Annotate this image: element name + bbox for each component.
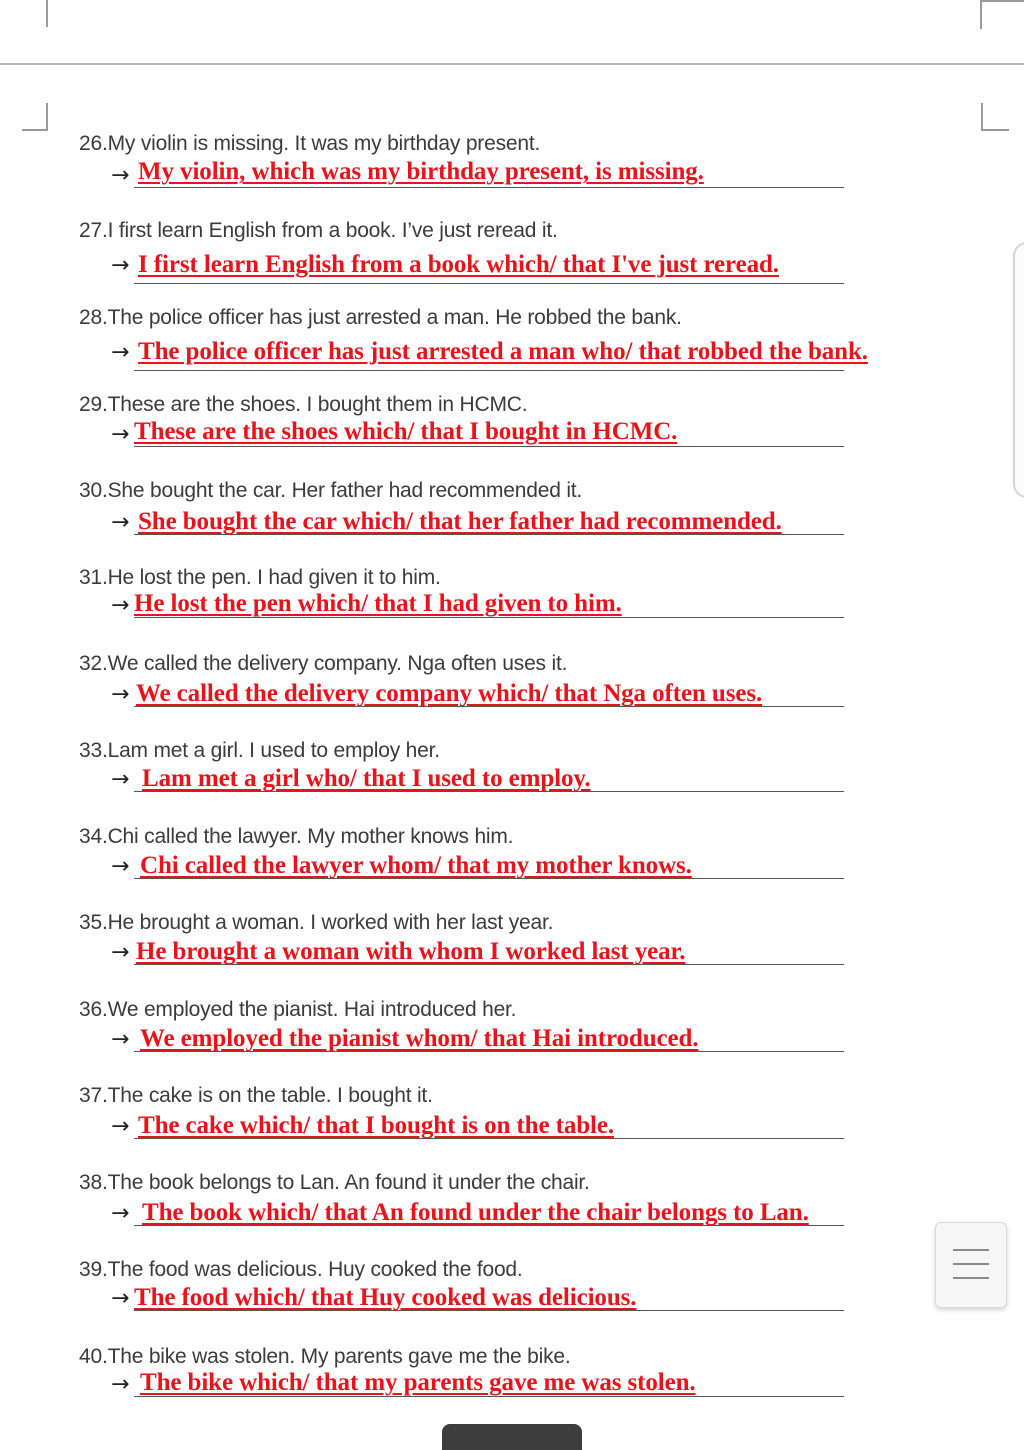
menu-icon	[953, 1263, 989, 1265]
arrow-icon: →	[111, 1372, 130, 1397]
answer-line	[134, 187, 844, 188]
exercise-question: 40.The bike was stolen. My parents gave me the bike.	[79, 1345, 571, 1368]
exercise-answer: Chi called the lawyer whom/ that my mother knows.	[140, 852, 692, 879]
arrow-icon: →	[111, 163, 130, 188]
exercise-question: 33.Lam met a girl. I used to employ her.	[79, 739, 440, 762]
arrow-icon: →	[111, 854, 130, 879]
arrow-icon: →	[111, 1286, 130, 1311]
page-corner-mark	[980, 0, 1024, 29]
exercise-question: 27.I first learn English from a book. I’ve just reread it.	[79, 219, 558, 242]
exercise-answer: He brought a woman with whom I worked last year.	[136, 938, 686, 965]
answer-line	[134, 370, 844, 371]
menu-icon	[953, 1277, 989, 1279]
page-corner-mark	[0, 0, 48, 27]
arrow-icon: →	[111, 340, 130, 365]
home-indicator[interactable]	[442, 1424, 582, 1450]
exercise-answer: The book which/ that An found under the chair belongs to Lan.	[142, 1199, 809, 1226]
exercise-answer: He lost the pen which/ that I had given to him.	[134, 590, 622, 617]
exercise-answer: Lam met a girl who/ that I used to employ.	[142, 765, 591, 792]
exercise-answer: The bike which/ that my parents gave me was stolen.	[140, 1369, 696, 1396]
exercise-answer: I first learn English from a book which/ that I've just reread.	[138, 251, 779, 278]
exercise-question: 32.We called the delivery company. Nga often uses it.	[79, 652, 568, 675]
exercise-answer: We called the delivery company which/ that Nga often uses.	[136, 680, 763, 707]
exercise-answer: The cake which/ that I bought is on the table.	[138, 1112, 615, 1139]
menu-icon	[953, 1249, 989, 1251]
answer-line	[134, 283, 844, 284]
exercise-question: 38.The book belongs to Lan. An found it under the chair.	[79, 1171, 590, 1194]
exercise-question: 37.The cake is on the table. I bought it.	[79, 1084, 433, 1107]
exercise-answer: My violin, which was my birthday present, is missing.	[138, 158, 704, 185]
exercise-question: 28.The police officer has just arrested a man. He robbed the bank.	[79, 306, 682, 329]
exercise-answer: We employed the pianist whom/ that Hai introduced.	[140, 1025, 699, 1052]
exercise-question: 35.He brought a woman. I worked with her last year.	[79, 911, 554, 934]
arrow-icon: →	[111, 593, 130, 618]
exercise-question: 31.He lost the pen. I had given it to him.	[79, 566, 441, 589]
exercise-question: 26.My violin is missing. It was my birthday present.	[79, 132, 541, 155]
arrow-icon: →	[111, 422, 130, 447]
arrow-icon: →	[111, 1114, 130, 1139]
exercise-question: 36.We employed the pianist. Hai introduced her.	[79, 998, 517, 1021]
arrow-icon: →	[111, 510, 130, 535]
exercise-question: 39.The food was delicious. Huy cooked the food.	[79, 1258, 523, 1281]
menu-button[interactable]	[935, 1222, 1007, 1308]
side-panel-tab[interactable]	[1013, 242, 1024, 498]
arrow-icon: →	[111, 1201, 130, 1226]
exercise-answer: She bought the car which/ that her father had recommended.	[138, 508, 782, 535]
arrow-icon: →	[111, 253, 130, 278]
exercise-answer: These are the shoes which/ that I bought in HCMC.	[134, 418, 678, 445]
exercise-answer: The police officer has just arrested a man who/ that robbed the bank.	[138, 338, 868, 365]
exercise-question: 29.These are the shoes. I bought them in HCMC.	[79, 393, 528, 416]
exercise-question: 34.Chi called the lawyer. My mother knows him.	[79, 825, 514, 848]
page-separator	[0, 63, 1024, 65]
exercise-answer: The food which/ that Huy cooked was delicious.	[134, 1284, 637, 1311]
arrow-icon: →	[111, 682, 130, 707]
arrow-icon: →	[111, 940, 130, 965]
exercise-question: 30.She bought the car. Her father had recommended it.	[79, 479, 583, 502]
arrow-icon: →	[111, 767, 130, 792]
page-corner-mark	[22, 103, 48, 131]
page-corner-mark	[981, 103, 1009, 131]
answer-line	[134, 446, 844, 447]
arrow-icon: →	[111, 1027, 130, 1052]
